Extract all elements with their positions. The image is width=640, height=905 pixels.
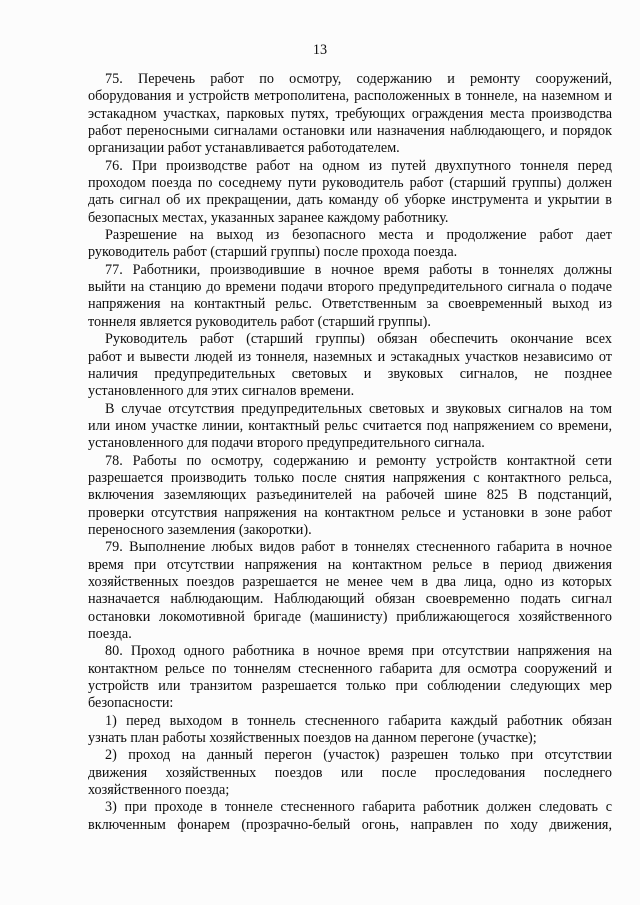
text-line: контактном рельсе по тоннелям стесненного габарита для осмотра сооружений и [88, 660, 612, 677]
text-line: назначается наблюдающим. Наблюдающий обязан своевременно подать сигнал [88, 591, 612, 608]
text-line: 78. Работы по осмотру, содержанию и ремонту устройств контактной сети [105, 452, 612, 469]
text-line: В случае отсутствия предупредительных световых и звуковых сигналов на том [105, 400, 612, 417]
paragraph-77-continued-2 [88, 401, 612, 453]
text-line: переносного заземления (закоротки). [88, 521, 312, 538]
page-number: 13 [312, 42, 328, 58]
text-line: тоннеля является руководитель работ (старший группы). [88, 313, 431, 330]
text-line: 80. Проход одного работника в ночное время при отсутствии напряжения на [105, 643, 612, 660]
text-line: 1) перед выходом в тоннель стесненного габарита каждый работник обязан [105, 712, 612, 729]
text-line: выйти на станцию до времени подачи второго предупредительного сигнала о подаче [88, 279, 612, 296]
list-item-3 [88, 799, 612, 834]
text-line: безопасности: [88, 695, 174, 712]
text-line: работ переносными сигналами остановки или назначения наблюдающего, и порядок [88, 123, 612, 140]
text-line: 2) проход на данный перегон (участок) разрешен только при отсутствии [105, 747, 612, 764]
text-line: или ином участке линии, контактный рельс считается под напряжением со времени, [88, 417, 612, 434]
text-line: проверки отсутствия напряжения на контактном рельсе и установки в зоне работ [88, 504, 612, 521]
paragraph-77-continued-1 [88, 331, 612, 400]
text-line: установленного для этих сигналов времени. [88, 383, 355, 400]
text-line: 79. Выполнение любых видов работ в тоннелях стесненного габарита в ночное [105, 539, 612, 556]
text-line: 76. При производстве работ на одном из путей двухпутного тоннеля перед [105, 157, 612, 174]
text-line: проходом поезда по соседнему пути руководитель работ (старший группы) должен [88, 175, 612, 192]
text-line: разрешается производить только после снятия напряжения с контактного рельса, [88, 469, 612, 486]
text-line: узнать план работы хозяйственных поездов на данном перегоне (участке); [88, 730, 537, 747]
text-line: безопасных местах, указанных заранее каждому работнику. [88, 209, 449, 226]
list-item-1 [88, 713, 612, 748]
paragraph-80 [88, 643, 612, 712]
text-line: Руководитель работ (старший группы) обязан обеспечить окончание всех [105, 331, 612, 348]
text-line: включенным фонарем (прозрачно-белый огонь, направлен по ходу движения, [88, 816, 612, 833]
paragraph-75 [88, 71, 612, 158]
list-item-2 [88, 747, 612, 799]
text-line: поезда. [88, 626, 132, 642]
paragraph-77 [88, 262, 612, 331]
paragraph-78 [88, 453, 612, 540]
text-line: руководитель работ (старший группы) после прохода поезда. [88, 244, 458, 261]
text-line: организации работ устанавливается работодателем. [88, 140, 400, 157]
text-line: оборудования и устройств метрополитена, расположенных в тоннеле, на наземном и [88, 88, 612, 105]
text-line: хозяйственных поездов разрешается не менее чем в два лица, одно из которых [88, 573, 612, 590]
text-line: 3) при проходе в тоннеле стесненного габарита работник должен следовать с [105, 799, 612, 816]
text-line: движения хозяйственных поездов или после проследования последнего [88, 764, 612, 781]
document-body [88, 71, 612, 834]
paragraph-76-continued [88, 227, 612, 262]
text-line: устройств или транзитом разрешается только при соблюдении следующих мер [88, 678, 612, 695]
text-line: включения заземляющих разъединителей на рабочей шине 825 В подстанций, [88, 487, 612, 504]
paragraph-79 [88, 539, 612, 643]
text-line: остановки локомотивной бригаде (машинисту) приближающегося хозяйственного [88, 608, 612, 625]
text-line: хозяйственного поезда; [88, 782, 230, 799]
text-line: Разрешение на выход из безопасного места и продолжение работ дает [105, 227, 612, 244]
text-line: 77. Работники, производившие в ночное время работы в тоннелях должны [105, 261, 612, 278]
text-line: дать сигнал об их прекращении, дать команду об уборке инструмента и укрытии в [88, 192, 612, 209]
text-line: наличия предупредительных световых и звуковых сигналов, не позднее [88, 365, 612, 382]
paragraph-76 [88, 158, 612, 227]
text-line: напряжения на контактный рельс. Ответственным за своевременный выход из [88, 296, 612, 313]
text-line: установленного для подачи второго предупредительного сигнала. [88, 435, 485, 452]
text-line: эстакадном участках, парковых путях, требующих ограждения места производства [88, 105, 612, 122]
text-line: 75. Перечень работ по осмотру, содержанию и ремонту сооружений, [105, 71, 612, 87]
text-line: работ и вывести людей из тоннеля, наземных и эстакадных участков независимо от [88, 348, 612, 365]
text-line: время при отсутствии напряжения на контактном рельсе в период движения [88, 556, 612, 573]
